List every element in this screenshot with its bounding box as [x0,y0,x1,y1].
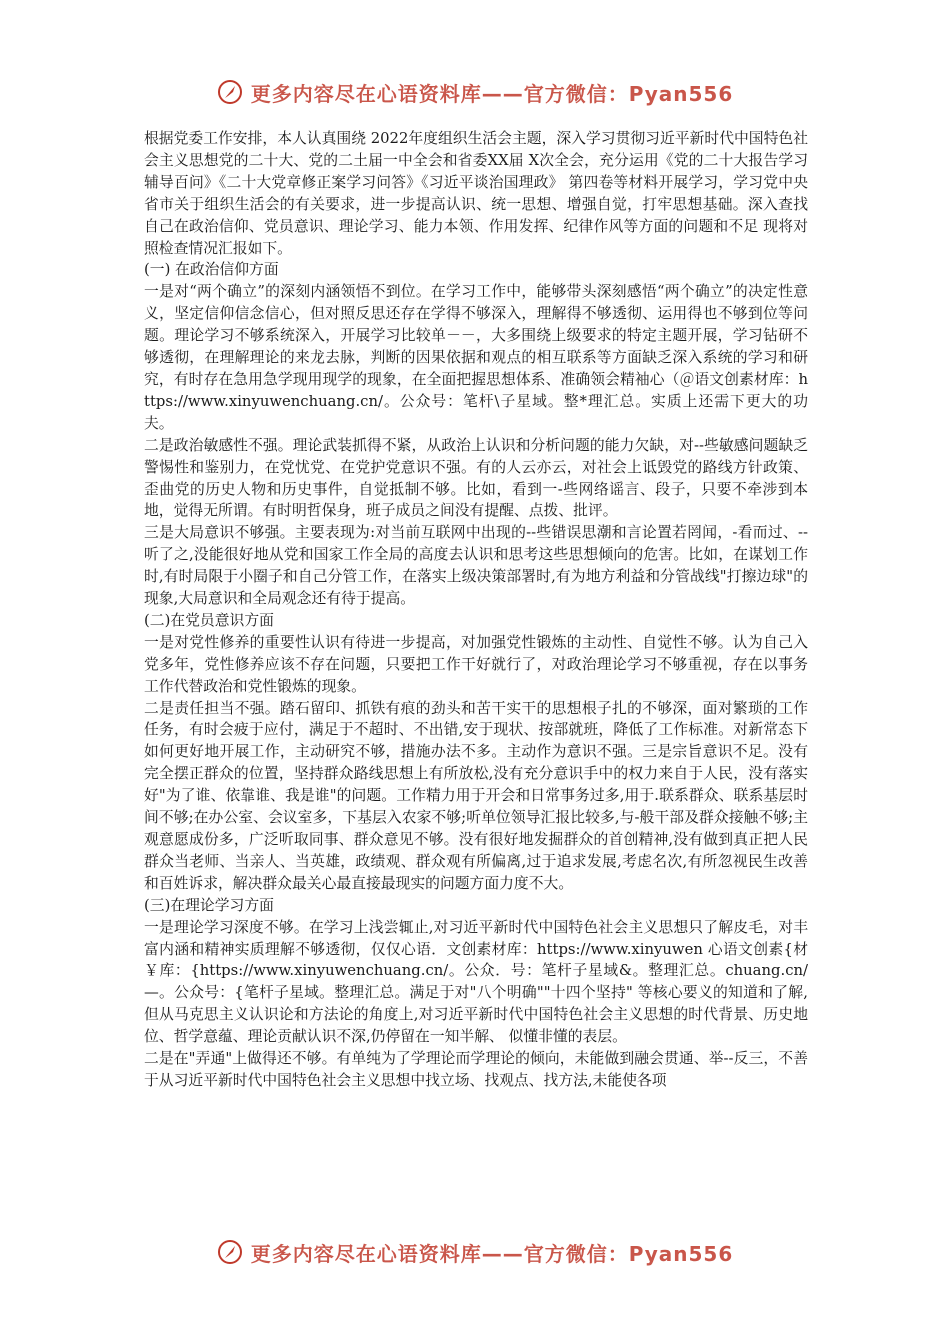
watermark-text: 更多内容尽在心语资料库——官方微信：Pyan556 [250,81,734,106]
section-heading-theory-study: (三)在理论学习方面 [144,896,274,914]
paragraph: 二是在"弄通"上做得还不够。有单纯为了学理论而学理论的倾向，未能做到融会贯通、举--反三，不善于从习近平新时代中国特色社会主义思想中找立场、找观点、找方法,未能使各项 [144,1050,808,1089]
watermark-text: 更多内容尽在心语资料库——官方微信：Pyan556 [250,1241,734,1266]
footer-watermark-banner [0,1232,950,1272]
paragraph: 一是理论学习深度不够。在学习上浅尝辄止,对习近平新时代中国特色社会主义思想只了解皮毛，对丰富内涵和精神实质理解不够透彻，仅仅心语．文创素材库：https://www.xinyuwen 心语文创素{材￥库：{https://www.xinyuwenchuang.cn/。公众．号：笔杆子星域&。整理汇总。chuang.cn/—。公众号：{笔杆子星域。整理汇总。满足于对"八个明确""十四个坚持" 等核心要义的知道和了解,但从马克思主义认识论和方法论的角度上,对习近平新时代中国特色社会主义思想的时代背景、历史地位、哲学意蕴、理论贡献认识不深,仍停留在一知半解、 似懂非懂的表层。 [144,918,808,1046]
document-body [144,128,808,1092]
section-heading-party-awareness: (二)在党员意识方面 [144,611,274,629]
header-watermark-banner [0,72,950,112]
quill-pen-logo-icon [217,79,243,105]
intro-paragraph: 根据党委工作安排，本人认真围绕 2022年度组织生活会主题，深入学习贯彻习近平新时代中国特色社会主义思想党的二十大、党的二土届一中全会和省委XX届 X次全会，充分运用《党的二十大报告学习辅导百问》《二十大党章修正案学习问答》《习近平谈治国理政》 第四卷等材料开展学习，学习党中央省市关于组织生活会的有关要求，进一步提高认识、统一思想、增强自觉，打牢思想基础。深入查找自己在政治信仰、党员意识、理论学习、能力本领、作用发挥、纪律作风等方面的问题和不足 现将对照检查情况汇报如下。 [144,130,808,257]
paragraph: 一是对党性修养的重要性认识有待进一步提高，对加强党性锻炼的主动性、自觉性不够。认为自己入党多年，党性修养应该不存在问题，只要把工作干好就行了，对政治理论学习不够重视，存在以事务工作代替政治和党性锻炼的现象。 [144,633,808,695]
quill-pen-logo-icon [217,1239,243,1265]
paragraph: 二是责任担当不强。踏石留印、抓铁有痕的劲头和苦干实干的思想根子扎的不够深，面对繁琐的工作任务，有时会疲于应付，满足于不超时、不出错,安于现状、按部就班，降低了工作标准。对新常态下如何更好地开展工作，主动研究不够，措施办法不多。主动作为意识不强。三是宗旨意识不足。没有完全摆正群众的位置，坚持群众路线思想上有所放松,没有充分意识手中的权力来自于人民，没有落实好"为了谁、依靠谁、我是谁"的问题。工作精力用于开会和日常事务过多,用于.联系群众、联系基层时间不够;在办公室、会议室多，下基层入农家不够;听单位领导汇报比较多,与-般干部及群众接触不够;主观意愿成份多，广泛听取同事、群众意见不够。没有很好地发掘群众的首创精神,没有做到真正把人民群众当老师、当亲人、当英雄，政绩观、群众观有所偏离,过于追求发展,考虑名次,有所忽视民生改善和百姓诉求，解决群众最关心最直接最现实的问题方面力度不大。 [144,699,808,892]
section-heading-political-faith: (一) 在政治信仰方面 [144,261,279,279]
paragraph: 一是对“两个确立”的深刻内涵领悟不到位。在学习工作中，能够带头深刻感悟“两个确立”的决定性意义，坚定信仰信念信心，但对照反思还存在学得不够深入，理解得不够透彻、运用得也不够到位等问题。理论学习不够系统深入，开展学习比较单－－，大多围绕上级要求的特定主题开展，学习钻研不够透彻，在理解理论的来龙去脉，判断的因果依据和观点的相互联系等方面缺乏深入系统的学习和研究，有时存在急用急学现用现学的现象，在全面把握思想体系、准确领会精袖心（＠语文创素材库：https://www.xinyuwenchuang.cn/。公众号：笔杆\子星域。整*理汇总。实质上还需下更大的功夫。 [144,283,808,432]
paragraph: 二是政治敏感性不强。理论武装抓得不紧，从政治上认识和分析问题的能力欠缺，对--些敏感问题缺乏警惕性和鉴别力，在党忧党、在党护党意识不强。有的人云亦云，对社会上诋毁党的路线方针政策、歪曲党的历史人物和历史事件，自觉抵制不够。比如，看到一-些网络谣言、段子，只要不牵涉到本地，觉得无所谓。有时明哲保身，班子成员之间没有提醒、点拨、批评。 [144,436,808,520]
paragraph: 三是大局意识不够强。主要表现为:对当前互联网中出现的--些错误思潮和言论置若罔闻，-看而过、--听了之,没能很好地从党和国家工作全局的高度去认识和思考这些思想倾向的危害。比如，在谋划工作时,有时局限于小圈子和自己分管工作，在落实上级决策部署时,有为地方利益和分管战线"打擦边球"的现象,大局意识和全局观念还有待于提高。 [144,524,808,608]
